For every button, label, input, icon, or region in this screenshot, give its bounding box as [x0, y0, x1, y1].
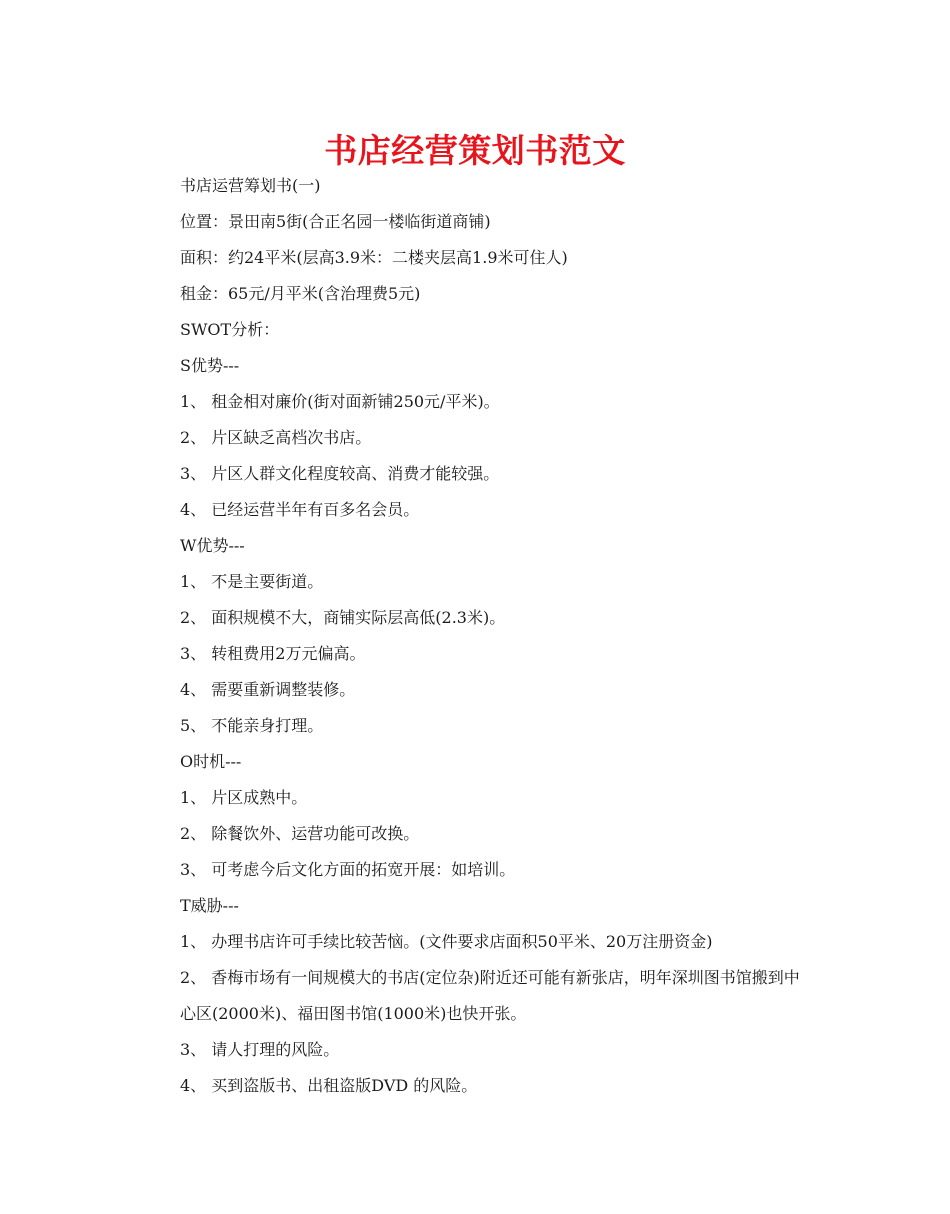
list-item: 4、 买到盗版书、出租盗版DVD 的风险。: [180, 1076, 478, 1095]
text-line: 面积：约24平米(层高3.9米：二楼夹层高1.9米可住人): [180, 248, 568, 267]
list-item: 2、 除餐饮外、运营功能可改换。: [180, 824, 420, 843]
section-heading: W优势---: [180, 536, 245, 555]
list-item: 1、 办理书店许可手续比较苦恼。(文件要求店面积50平米、20万注册资金): [180, 932, 713, 951]
document-body: [144, 168, 804, 1104]
list-item: 5、 不能亲身打理。: [180, 716, 324, 735]
list-item: 1、 租金相对廉价(街对面新铺250元/平米)。: [180, 392, 500, 411]
text-line: 租金：65元/月平米(含治理费5元): [180, 284, 421, 303]
list-item: 4、 需要重新调整装修。: [180, 680, 356, 699]
list-item: 4、 已经运营半年有百多名会员。: [180, 500, 420, 519]
document-title: 书店经营策划书范文: [324, 131, 626, 170]
text-line: SWOT分析：: [180, 320, 280, 339]
text-line: 书店运营筹划书(一): [180, 176, 321, 195]
list-item: 3、 转租费用2万元偏高。: [180, 644, 366, 663]
list-item: 3、 请人打理的风险。: [180, 1040, 340, 1059]
list-item: 1、 不是主要街道。: [180, 572, 324, 591]
section-heading: O时机---: [180, 752, 242, 771]
list-item: 2、 面积规模不大，商铺实际层高低(2.3米)。: [180, 608, 506, 627]
section-heading: T威胁---: [180, 896, 239, 915]
list-item: 3、 可考虑今后文化方面的拓宽开展：如培训。: [180, 860, 516, 879]
list-item: 3、 片区人群文化程度较高、消费才能较强。: [180, 464, 500, 483]
text-line: 位置：景田南5街(合正名园一楼临街道商铺): [180, 212, 491, 231]
list-item: 2、 片区缺乏高档次书店。: [180, 428, 372, 447]
section-heading: S优势---: [180, 356, 240, 375]
list-item-paragraph: 2、 香梅市场有一间规模大的书店(定位杂)附近还可能有新张店，明年深圳图书馆搬到中心区(2000米)、福田图书馆(1000米)也快开张。: [180, 968, 800, 1023]
list-item: 1、 片区成熟中。: [180, 788, 308, 807]
